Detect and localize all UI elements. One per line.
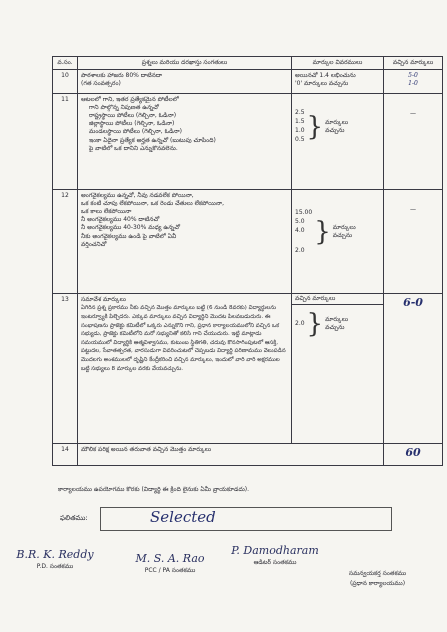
question-line: జిల్లాస్థాయి పోటీలు (గెల్చినా, ఓడినా) [89,120,175,128]
signature-scrawl: P. Damodharam [231,544,319,557]
question-line: ఒక కంటి చూపు లేకపోయినా, ఒక రెండు చేతులు లేకపోయినా, [81,200,225,208]
row-number: 10 [53,70,78,94]
question-cell [78,190,292,294]
question-line: అంగవైకల్యము ఉన్నచో, నీవు నడవలేక పోయినా, [81,192,194,200]
question-line: ఒక కాలు లేకపోయినా [81,208,132,216]
score-value: 4.0 [295,227,305,235]
row-number: 12 [53,190,78,294]
result-value: Selected [150,508,216,526]
awarded-cell [384,444,443,466]
brace-label: మార్కులు [325,118,349,126]
awarded-value: 6-0 [403,296,423,310]
result-box [100,507,392,531]
question-line: పాఠశాలకు హాజరు 80% దాటినదా [81,72,163,80]
row-number: 13 [53,294,78,444]
score-value: 1.0 [295,127,305,135]
table-row [53,70,443,94]
signature-pd [10,548,100,571]
question-line: గాని పాల్గొన్న నిపుణత ఉన్నచో [89,104,159,112]
brace-label: మార్కులు [325,316,349,324]
signature-auditor [230,544,320,567]
signature-role: P.D. సంతకము [36,563,74,570]
question-line: నీకు అంగవైకల్యము ఉండి పై వాటిలో ఏవీ [81,232,177,240]
score-value: 2.5 [295,109,305,117]
signature-scrawl: B.R. K. Reddy [16,548,94,561]
score-value: 2.0 [295,247,305,255]
question-line: ఇంకా ఏదైనా ప్రత్యేక అర్హత ఉన్నచో (బుటుపు చూపింది) [89,136,216,144]
awarded-value: 5-0 [408,72,418,80]
brace-label: మార్కులు [332,224,356,232]
office-use-note: కార్యాలయము ఉపయోగము కొరకు (విద్యార్థి ఈ క్రింది లైనుకు ఏమీ వ్రాయకూడదు). [58,486,250,493]
signature-role: (ప్రధాన కార్యాలయము) [349,580,406,587]
marks-cell [292,94,384,190]
table-row [53,190,443,294]
question-cell [78,70,292,94]
marks-subheader: వచ్చిన మార్కులు [292,294,383,305]
question-line: వర్తించనిచో [81,240,107,248]
row-number: 14 [53,444,78,466]
brace-label: వచ్చును [332,232,353,240]
marks-cell [292,70,384,94]
header-question: ప్రశ్నలు మరియు దరఖాస్తు సంగతులు [78,57,292,70]
awarded-value: — [410,206,416,214]
marks-cell [292,190,384,294]
brace-label: వచ్చును [325,324,345,332]
table-row [53,444,443,466]
question-cell [78,444,384,466]
marks-line: '0' మార్కులు వచ్చును [295,80,349,88]
question-line: మౌలిక పరిక్ష అయిన తరువాత వచ్చిన మొత్తం మార్కులు [81,446,212,454]
awarded-value: — [410,110,416,118]
table-header-row [53,57,443,70]
question-line: మండలస్థాయి పోటీలు (గెల్చినా, ఓడినా) [89,128,182,136]
awarded-value: 1-0 [408,80,418,88]
score-value: 5.0 [295,218,305,226]
signature-role: సమన్వయకర్త సంతకము [348,570,407,577]
question-line: రాష్ట్రస్థాయి పోటీలు (గెల్చినా, ఓడినా) [89,112,177,120]
question-line: ఆటలలో గాని, ఇతర ప్రత్యేకమైన పోటీలలో [81,96,179,104]
awarded-cell [384,70,443,94]
question-cell [78,94,292,190]
table-row [53,294,443,444]
header-awarded: వచ్చిన మార్కులు [384,57,443,70]
brace-symbol: } [306,309,324,340]
score-value: 1.5 [295,118,305,126]
question-line: (గత సంవత్సరం) [81,80,121,88]
row-number: 11 [53,94,78,190]
question-cell [78,294,292,444]
table-row [53,94,443,190]
marks-line: అయినచో 1.4 లభించును [295,72,356,80]
score-value: 15.00 [295,209,313,217]
signature-role: PCC / PA సంతకము [144,567,196,574]
brace-symbol: } [314,217,331,248]
score-value: 2.0 [295,320,305,328]
brace-symbol: } [306,111,324,142]
header-serial: వ.సం. [53,57,78,70]
signature-coordinator [330,568,425,588]
question-line: పై వాటిలో ఒక దానిని ఎన్నుకొనవలెను. [89,144,178,152]
signature-scrawl: M. S. A. Rao [135,552,205,565]
signature-role: ఆడిటర్ సంతకము [253,559,297,566]
score-value: 0.5 [295,136,305,144]
marks-cell [292,294,384,444]
question-paragraph: ఏగిరిన ప్రశ్న ప్రకారము నీకు వచ్చిన మొత్తం మార్కులు బట్టి (6 నుండి 8వరకు) విద్యార్థులను ఇంటర్వ్యూకి పిల్చెదరు. ఎక్కువ మార్కులు వచ్చిన విద్యార్థిని మొదట పిలవబడుదురు. ఈ సంభాషణను ప్రాజెక్టు కమిటీలో ఒక్కరు ఎన్నుకొని గాని, ప్రధాన కార్యాలయములోని వచ్చిన ఒక సభ్యుడు, ప్రాజెక్టు కమిటీలోని మరో సభ్యునితో కలిసి గాని చేయుదురు. ఇట్టి మాట్లాడు సమయములో విద్యార్థికి ఆత్మవిశ్వాసము, కుటుంబ స్థితిగతి, చదువు కొనసాగింపుటలో ఆసక్తి, పట్టుదల, సేవాతత్పరత, వారసుడుగా వివరించుటలో చెప్పబడు విద్యార్థి పరిణామము వెలుపడిన మొదలగు అంశములలో దృష్టిని కేంద్రీకరించి వచ్చిన మార్కులు, ఇందులో వారి వారి అక్షరముల బట్టి సభ్యులు 8 మార్కుల వరకు వేయవచ్చును. [81,305,286,372]
signature-pcc [125,552,215,575]
result-label: ఫలితము: [60,514,88,522]
question-line: నీ అంగవైకల్యము 40% దాటినచో [81,216,160,224]
brace-label: వచ్చును [325,126,345,134]
question-line: నీ అంగవైకల్యము 40-30% మధ్య ఉన్నచో [81,224,180,232]
question-title: సమావేశ మార్కులు [81,296,126,304]
awarded-cell [384,94,443,190]
awarded-value: 60 [405,446,421,460]
header-marks-detail: మార్కుల వివరములు [292,57,384,70]
awarded-cell [384,190,443,294]
marks-table [52,56,443,466]
awarded-cell [384,294,443,444]
